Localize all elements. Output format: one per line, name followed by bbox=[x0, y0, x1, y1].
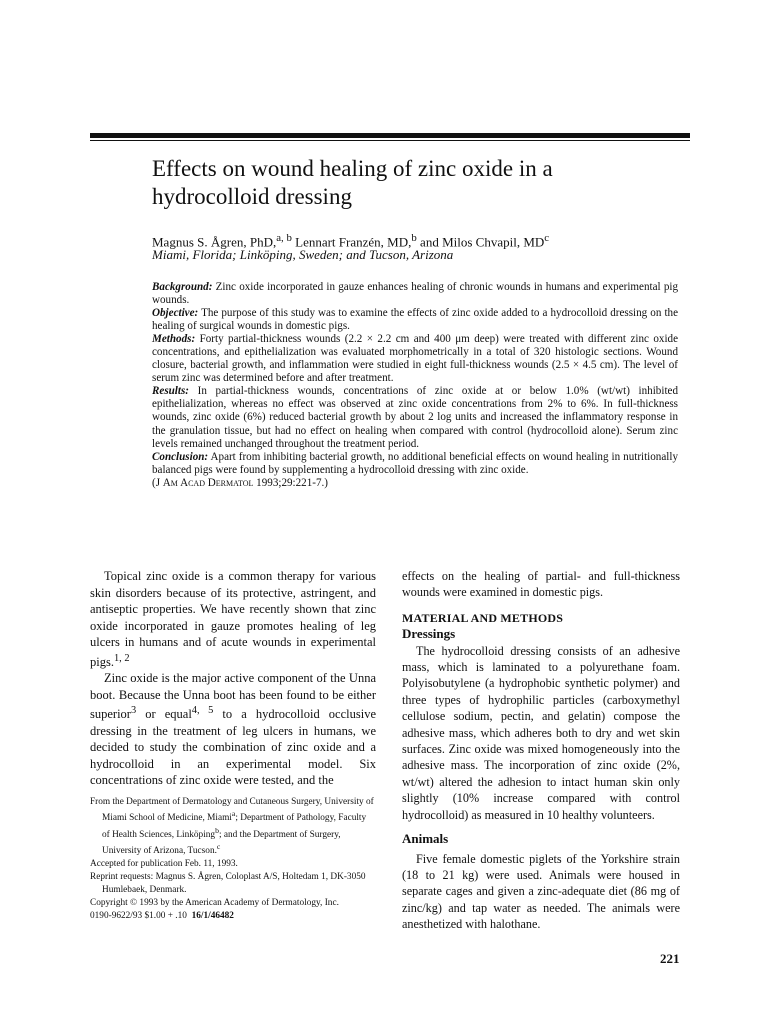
abstract-conclusion-label: Conclusion: bbox=[152, 450, 209, 463]
section-heading-methods: MATERIAL AND METHODS bbox=[402, 610, 564, 625]
intro-paragraph-cont: effects on the healing of partial- and full-thickness wounds were examined in domestic pigs. bbox=[402, 569, 680, 600]
citation-journal: Am Acad Dermatol bbox=[162, 476, 254, 489]
affil-mark: a bbox=[231, 809, 236, 819]
footnote-code-b: 16/1/46482 bbox=[191, 910, 234, 921]
citation-close: 1993;29:221-7.) bbox=[253, 476, 328, 489]
body-column-right bbox=[402, 568, 680, 933]
abstract-results bbox=[152, 385, 678, 450]
footnote-dept-text-c: ; and the Department of Surgery, University of Arizona, Tucson. bbox=[102, 829, 341, 856]
subheading-dressings: Dressings bbox=[402, 626, 456, 642]
abstract-background-text: Zinc oxide incorporated in gauze enhances healing of chronic wounds in humans and experimental pig wounds. bbox=[152, 281, 678, 307]
body-column-left bbox=[90, 568, 376, 789]
footnote-copyright: Copyright © 1993 by the American Academy of Dermatology, Inc. bbox=[90, 897, 339, 908]
abstract-objective-label: Objective: bbox=[152, 307, 199, 320]
abstract-objective bbox=[152, 307, 678, 333]
intro-paragraph-2-text-a: Zinc oxide is the major active component of the Unna boot. Because the Unna boot has been found to be either superior bbox=[90, 671, 376, 722]
abstract-methods bbox=[152, 333, 678, 385]
author-chvapil-affil-mark: c bbox=[544, 232, 550, 244]
footnote-code bbox=[90, 910, 376, 922]
abstract-objective-text: The purpose of this study was to examine the effects of zinc oxide added to a hydrocolloid dressing on the healing of surgical wounds in domestic pigs. bbox=[152, 307, 678, 333]
footnote-dept-text-b: ; Department of Pathology, Faculty of Health Sciences, Linköping bbox=[102, 813, 367, 840]
author-chvapil: and Milos Chvapil, MD bbox=[416, 234, 545, 250]
footnote-code-a: 0190-9622/93 $1.00 + .10 bbox=[90, 910, 187, 921]
footnotes bbox=[90, 796, 376, 923]
author-franzen: Lennart Franzén, MD, bbox=[291, 234, 412, 250]
author-locations: Miami, Florida; Linköping, Sweden; and Tucson, Arizona bbox=[152, 247, 454, 262]
abstract-background bbox=[152, 281, 678, 307]
affil-mark: b bbox=[215, 825, 219, 835]
header-rule-thick bbox=[90, 133, 690, 138]
citation-mark: 4, 5 bbox=[191, 705, 214, 717]
subheading-animals: Animals bbox=[402, 831, 449, 847]
intro-paragraph-1-text: Topical zinc oxide is a common therapy for various skin disorders because of its protective, astringent, and antiseptic properties. We have recently shown that zinc oxide incorporated in gauze promotes healing of leg ulcers in humans and of acute wounds in experimental pigs. bbox=[90, 569, 376, 669]
abstract-conclusion-text: Apart from inhibiting bacterial growth, no additional beneficial effects on wound healing in nutritionally balanced pigs were found by supplementing a hydrocolloid dressing with zinc oxide. bbox=[152, 450, 678, 476]
author-franzen-affil-mark: b bbox=[411, 232, 417, 244]
footnote-dept-text-a: From the Department of Dermatology and Cutaneous Surgery, University of Miami School of Medicine, Miami bbox=[90, 797, 374, 824]
page-number: 221 bbox=[660, 951, 680, 966]
abstract-methods-label: Methods: bbox=[152, 333, 196, 346]
abstract-methods-text: Forty partial-thickness wounds (2.2 × 2.2 cm and 400 μm deep) were treated with different zinc oxide concentrations, and epithelialization was evaluated morphometrically in a total of 320 histologic sections. Wound closure, bacterial growth, and inflammation were studied in eight full-thickness wounds (2.5 × 4.5 cm). The level of serum zinc was determined before and after treatment. bbox=[152, 333, 678, 385]
paragraph-dressings: The hydrocolloid dressing consists of an adhesive mass, which is laminated to a polyurethane foam. Polyisobutylene (a hydrophobic synthetic polymer) and three types of hydrophilic particles (carboxymethyl cellulose sodium, pectin, and gelatin) compose the adhesive mass, which adheres both to dry and wet skin surfaces. Zinc oxide was mixed homogeneously into the adhesive mass. The incorporation of zinc oxide (2%, wt/wt) altered the adhesion to intact human skin only slightly (10% increase compared with control hydrocolloid) as measured in 10 healthy volunteers. bbox=[402, 643, 680, 822]
intro-paragraph-2-text-b: or equal bbox=[136, 707, 192, 722]
citation-mark: 1, 2 bbox=[113, 652, 130, 664]
abstract-conclusion bbox=[152, 451, 678, 477]
abstract bbox=[152, 281, 678, 490]
citation-mark: 3 bbox=[130, 705, 137, 717]
abstract-results-label: Results: bbox=[152, 385, 189, 398]
header-rule-thin bbox=[90, 140, 690, 141]
article-title: Effects on wound healing of zinc oxide in a hydrocolloid dressing bbox=[152, 156, 553, 209]
author-agren: Magnus S. Ågren, PhD, bbox=[152, 234, 277, 250]
footnote-departments bbox=[90, 796, 376, 857]
citation-open: (J bbox=[152, 476, 163, 489]
author-agren-affil-mark: a, b bbox=[276, 232, 292, 244]
paragraph-animals: Five female domestic piglets of the Yorkshire strain (18 to 21 kg) were used. Animals were housed in separate cages and given a zinc-adequate diet (86 mg of zinc/kg) and tap water as needed. The animals were anesthetized with halothane. bbox=[402, 851, 680, 932]
abstract-results-text: In partial-thickness wounds, concentrations of zinc oxide at or below 1.0% (wt/wt) inhibited epithelialization, whereas no effect was observed at zinc oxide concentrations from 2% to 6%. In full-thickness wounds, zinc oxide (6%) reduced bacterial growth by about 2 log units and increased the inflammatory response in the granulation tissue, but had no effect on healing when compared with control (hydrocolloid alone). Serum zinc levels remained unchanged throughout the treatment period. bbox=[152, 385, 678, 450]
abstract-citation bbox=[152, 477, 678, 490]
affil-mark: c bbox=[216, 841, 221, 851]
footnote-reprint: Reprint requests: Magnus S. Ågren, Coloplast A/S, Holtedam 1, DK-3050 Humlebaek, Denmark. bbox=[90, 872, 366, 895]
intro-paragraph-2-text-c: to a hydrocolloid occlusive dressing in the treatment of leg ulcers in humans, we decided to study the combination of zinc oxide and a hydrocolloid in an experimental model. Six concentrations of zinc oxide were tested, and the bbox=[90, 707, 377, 788]
footnote-accepted: Accepted for publication Feb. 11, 1993. bbox=[90, 859, 238, 870]
intro-paragraph-1 bbox=[90, 568, 376, 670]
intro-paragraph-2 bbox=[90, 670, 376, 789]
abstract-background-label: Background: bbox=[152, 281, 213, 293]
